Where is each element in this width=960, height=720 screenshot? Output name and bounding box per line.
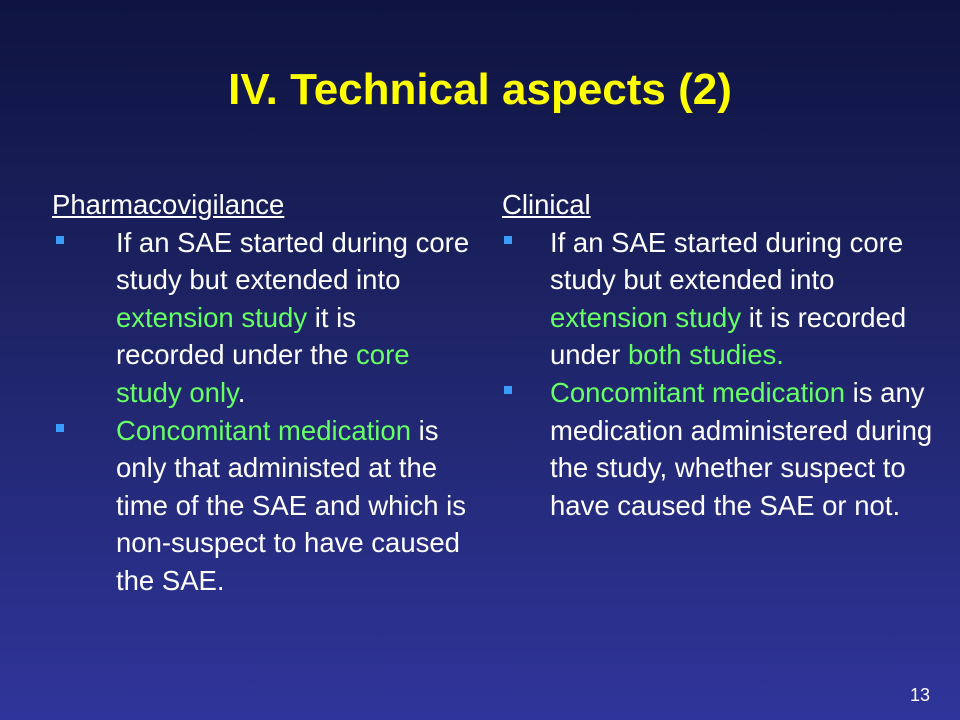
bullet-text: is only that administed at the time of the SAE and which is non-suspect to have caused the SAE. <box>116 414 467 596</box>
clinical-bullet-list <box>502 224 942 525</box>
highlight-text: both studies. <box>627 339 784 371</box>
clinical-column <box>502 186 942 524</box>
pharmacovigilance-heading: Pharmacovigilance <box>52 189 285 220</box>
square-bullet-icon <box>504 386 512 394</box>
pharmacovigilance-column <box>52 186 472 600</box>
square-bullet-icon <box>56 424 64 432</box>
highlight-text: core study only <box>116 339 410 408</box>
bullet-text: it is recorded under <box>550 301 907 371</box>
clinical-bullet-concomitant-medication <box>502 374 942 524</box>
pharmacovigilance-bullet-sae-recording <box>52 224 472 412</box>
bullet-text: is any medication administered during the study, whether suspect to have caused the SAE or not. <box>550 376 933 521</box>
highlight-text: extension study <box>550 301 742 333</box>
bullet-text: If an SAE started during core study but extended into <box>116 226 470 296</box>
page-number: 13 <box>909 685 930 705</box>
highlight-text: Concomitant medication <box>116 414 412 446</box>
highlight-text: extension study <box>116 301 308 333</box>
clinical-bullet-sae-recording <box>502 224 942 374</box>
slide-title: IV. Technical aspects (2) <box>228 65 732 114</box>
square-bullet-icon <box>504 236 512 244</box>
highlight-text: Concomitant medication <box>550 376 846 408</box>
clinical-heading: Clinical <box>502 189 591 220</box>
square-bullet-icon <box>56 236 64 244</box>
pharmacovigilance-bullet-concomitant-medication <box>52 412 472 600</box>
pharmacovigilance-bullet-list <box>52 224 472 600</box>
bullet-text: . <box>237 376 246 408</box>
bullet-text: it is recorded under the <box>116 301 357 371</box>
bullet-text: If an SAE started during core study but extended into <box>550 226 904 296</box>
